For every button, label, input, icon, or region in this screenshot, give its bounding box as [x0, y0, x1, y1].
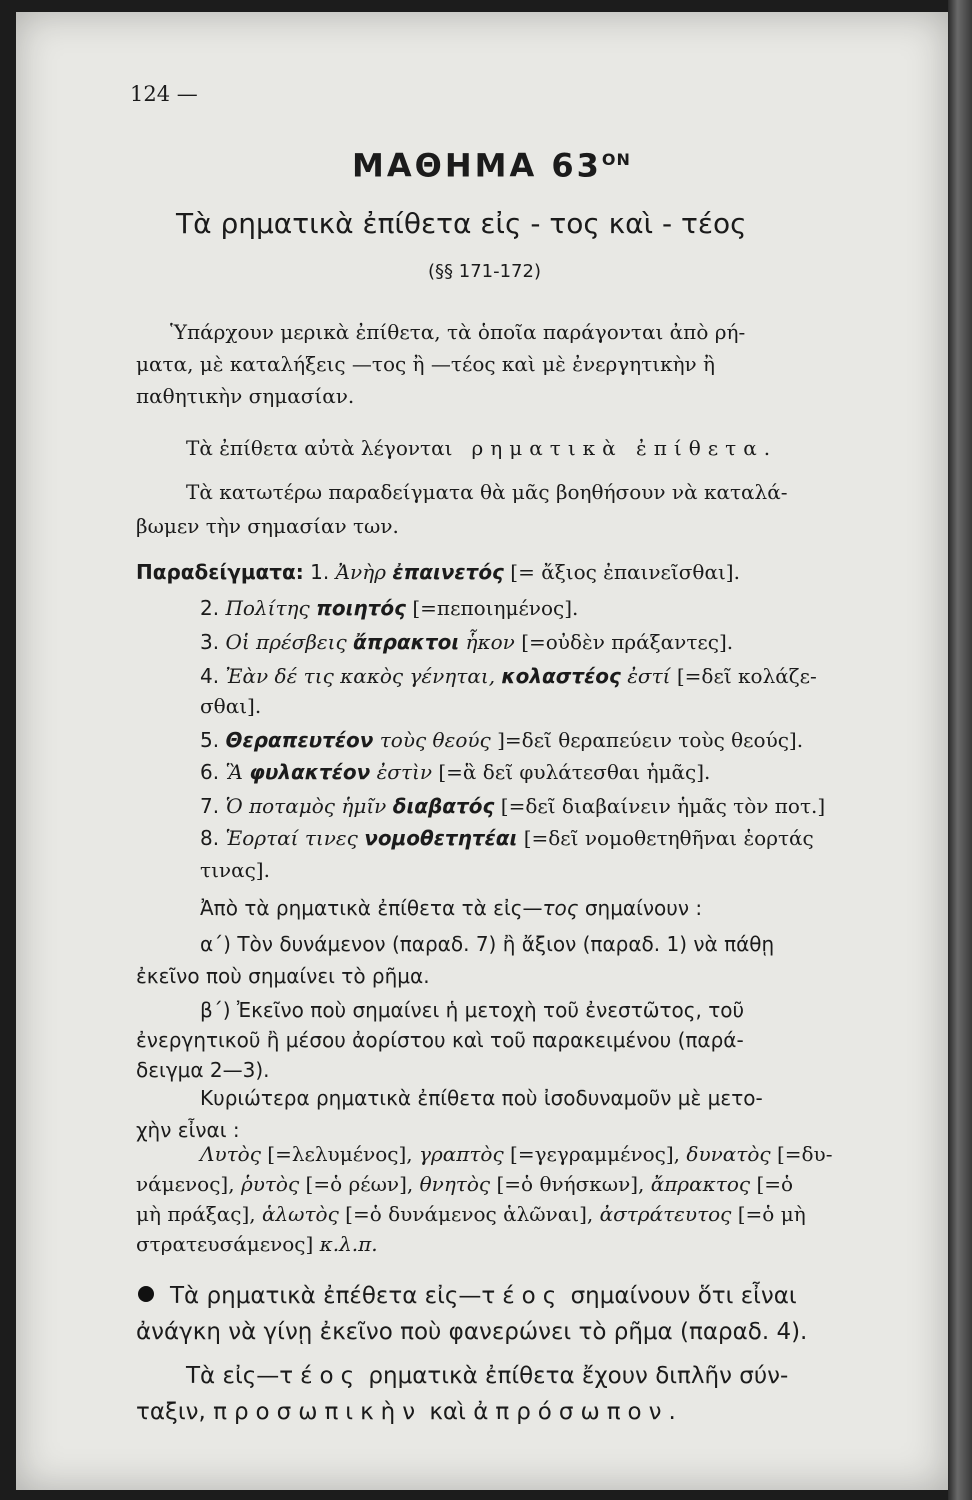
- book-page: [16, 12, 948, 1490]
- adjective-word: κ.λ.π.: [319, 1232, 378, 1256]
- adjective-list-line-2: [136, 1172, 793, 1196]
- bullet-icon: [138, 1286, 154, 1302]
- example-italic: Ἃ: [225, 760, 243, 784]
- adjective-gloss: [=λελυμένος],: [267, 1142, 413, 1166]
- example-gloss: [=δεῖ διαβαίνειν ἡμᾶς τὸν ποτ.]: [500, 794, 826, 818]
- example-number: 7.: [200, 794, 220, 818]
- adjective-word: ἁλωτὸς: [262, 1202, 339, 1226]
- example-italic: ἧκον: [465, 630, 515, 654]
- example-italic: ἐστί: [627, 664, 671, 688]
- adjective-word: γραπτὸς: [419, 1142, 504, 1166]
- rule-a-line-2: ἐκεῖνο ποὺ σημαίνει τὸ ρῆμα.: [136, 964, 430, 988]
- example-2: [200, 596, 578, 620]
- example-number: 5.: [200, 728, 220, 752]
- tos-ending: τος: [542, 896, 579, 920]
- example-number: 4.: [200, 664, 220, 688]
- adjective-gloss: [=ὁ ρέων],: [305, 1172, 414, 1196]
- example-number: 1.: [310, 560, 330, 584]
- section-reference: (§§ 171-172): [428, 261, 541, 282]
- syntax-line-1: [186, 1362, 788, 1390]
- rule-b-line-2: ἐνεργητικοῦ ἢ μέσου ἀορίστου καὶ τοῦ παρακειμένου (παρά-: [136, 1028, 744, 1052]
- example-bold-word: διαβατός: [392, 794, 495, 818]
- example-8: [200, 826, 814, 850]
- example-6: [200, 760, 710, 784]
- tos-rule-suffix: σημαίνουν :: [584, 896, 703, 920]
- adjective-gloss: [=δυ-: [776, 1142, 833, 1166]
- example-italic: Ὁ ποταμὸς ἡμῖν: [225, 794, 387, 818]
- adjective-word: ἀστράτευτος: [599, 1202, 732, 1226]
- adjective-word: θνητὸς: [419, 1172, 491, 1196]
- example-gloss: ]=δεῖ θεραπεύειν τοὺς θεούς].: [497, 728, 804, 752]
- adjective-gloss: [=ὁ μὴ: [737, 1202, 806, 1226]
- example-gloss: [=οὐδὲν πράξαντες].: [521, 630, 734, 654]
- example-gloss: [=ἃ δεῖ φυλάτεσθαι ἡμᾶς].: [438, 760, 711, 784]
- example-bold-word: Θεραπευτέον: [225, 728, 374, 752]
- example-bold-word: ποιητός: [316, 596, 407, 620]
- example-italic: Ἀνὴρ: [335, 560, 386, 584]
- example-8-continuation: τινας].: [200, 858, 270, 882]
- lesson-subtitle: Τὰ ρηματικὰ ἐπίθετα εἰς - τος καὶ - τέος: [176, 207, 747, 240]
- adjective-gloss: [=ὁ δυνάμενος ἁλῶναι],: [345, 1202, 594, 1226]
- example-5: [200, 728, 803, 752]
- main-adjectives-line-1: Κυριώτερα ρηματικὰ ἐπίθετα ποὺ ἰσοδυναμοῦν μὲ μετο-: [200, 1086, 763, 1110]
- example-italic: Ἐὰν δέ τις κακὸς γένηται,: [225, 664, 496, 688]
- syntax-suffix: ρηματικὰ ἐπίθετα ἔχουν διπλῆν σύν-: [368, 1363, 789, 1389]
- example-bold-word: ἄπρακτοι: [353, 630, 460, 654]
- intro-line-1: Ὑπάρχουν μερικὰ ἐπίθετα, τὰ ὁποῖα παράγονται ἀπὸ ρή-: [170, 320, 746, 344]
- example-number: 6.: [200, 760, 220, 784]
- example-number: 3.: [200, 630, 220, 654]
- adjective-word: ῥυτὸς: [240, 1172, 300, 1196]
- adjective-gloss: νάμενος],: [136, 1172, 235, 1196]
- adjective-gloss: [=ὁ: [756, 1172, 794, 1196]
- syntax-term-personal: προσωπικὴν: [213, 1399, 423, 1425]
- book-spine: [948, 0, 972, 1500]
- adjective-word: ἄπρακτος: [650, 1172, 751, 1196]
- example-bold-word: νομοθετητέαι: [364, 826, 518, 850]
- adjective-gloss: μὴ πράξας],: [136, 1202, 256, 1226]
- teos-rule-line-2: ἀνάγκη νὰ γίνῃ ἐκεῖνο ποὺ φανερώνει τὸ ρῆμα (παραδ. 4).: [136, 1319, 808, 1345]
- teos-rule-line-1: [138, 1282, 797, 1310]
- example-bold-word: κολαστέος: [501, 664, 621, 688]
- syntax-prefix: Τὰ εἰς—: [186, 1363, 280, 1389]
- adjective-list-line-4: [136, 1232, 378, 1256]
- examples-label: Παραδείγματα:: [136, 560, 304, 584]
- adjective-word: Λυτὸς: [200, 1142, 261, 1166]
- main-adjectives-line-2: χὴν εἶναι :: [136, 1118, 240, 1142]
- syntax-line-prefix: ταξιν,: [136, 1399, 206, 1425]
- definition-line: [186, 436, 777, 460]
- example-italic: Ἑορταί τινες: [225, 826, 358, 850]
- definition-prefix: Τὰ ἐπίθετα αὐτὰ λέγονται: [186, 436, 453, 460]
- tos-rule-prefix: Ἀπὸ τὰ ρηματικὰ ἐπίθετα τὰ εἰς—: [200, 896, 543, 920]
- example-italic: τοὺς θεούς: [379, 728, 491, 752]
- example-gloss: [=δεῖ κολάζε-: [676, 664, 817, 688]
- example-italic: Οἱ πρέσβεις: [225, 630, 347, 654]
- example-number: 2.: [200, 596, 220, 620]
- syntax-ending: τέος: [279, 1363, 362, 1389]
- definition-term: ρηματικὰ ἐπίθετα.: [471, 436, 778, 460]
- adjective-word: δυνατὸς: [686, 1142, 771, 1166]
- intro-line-2: ματα, μὲ καταλήξεις —τος ἢ —τέος καὶ μὲ ἐνεργητικὴν ἢ: [136, 352, 716, 376]
- rule-a-line-1: α΄) Τὸν δυνάμενον (παραδ. 7) ἢ ἄξιον (παραδ. 1) νὰ πάθῃ: [200, 932, 775, 956]
- example-gloss: [=πεποιημένος].: [412, 596, 579, 620]
- adjective-gloss: [=γεγραμμένος],: [510, 1142, 681, 1166]
- example-1: [136, 560, 740, 584]
- page-number: 124 —: [130, 82, 198, 106]
- example-3: [200, 630, 733, 654]
- tos-rule-intro: [200, 896, 702, 920]
- teos-ending: τέος: [481, 1283, 564, 1309]
- example-7: [200, 794, 825, 818]
- lesson-title-text: ΜΑΘΗΜΑ 63: [352, 146, 602, 185]
- example-gloss: [= ἄξιος ἐπαινεῖσθαι].: [510, 560, 740, 584]
- adjective-list-line-3: [136, 1202, 806, 1226]
- syntax-term-impersonal: ἀπρόσωπον.: [473, 1399, 683, 1425]
- example-4-continuation: σθαι].: [200, 694, 262, 718]
- intro-line-5: Τὰ κατωτέρω παραδείγματα θὰ μᾶς βοηθήσουν νὰ καταλά-: [186, 480, 788, 504]
- rule-b-line-1: β΄) Ἐκεῖνο ποὺ σημαίνει ἡ μετοχὴ τοῦ ἐνεστῶτος, τοῦ: [200, 998, 745, 1022]
- example-gloss: [=δεῖ νομοθετηθῆναι ἑορτάς: [523, 826, 814, 850]
- example-bold-word: ἐπαινετός: [392, 560, 504, 584]
- rule-b-line-3: δειγμα 2—3).: [136, 1058, 270, 1082]
- teos-rule-suffix: σημαίνουν ὅτι εἶναι: [570, 1283, 797, 1309]
- syntax-conjunction: καὶ: [429, 1399, 466, 1425]
- adjective-list-line-1: [200, 1142, 832, 1166]
- example-4: [200, 664, 817, 688]
- example-number: 8.: [200, 826, 220, 850]
- example-italic: ἐστὶν: [376, 760, 433, 784]
- lesson-title: [352, 140, 631, 186]
- intro-line-6: βωμεν τὴν σημασίαν των.: [136, 514, 399, 538]
- teos-rule-prefix: Τὰ ρηματικὰ ἐπέθετα εἰς—: [170, 1283, 482, 1309]
- syntax-line-2: [136, 1398, 683, 1426]
- adjective-gloss: στρατευσάμενος]: [136, 1232, 314, 1256]
- lesson-title-suffix: ΟΝ: [601, 150, 631, 169]
- adjective-gloss: [=ὁ θνήσκων],: [496, 1172, 645, 1196]
- example-italic: Πολίτης: [225, 596, 310, 620]
- intro-line-3: παθητικὴν σημασίαν.: [136, 384, 355, 408]
- example-bold-word: φυλακτέον: [249, 760, 371, 784]
